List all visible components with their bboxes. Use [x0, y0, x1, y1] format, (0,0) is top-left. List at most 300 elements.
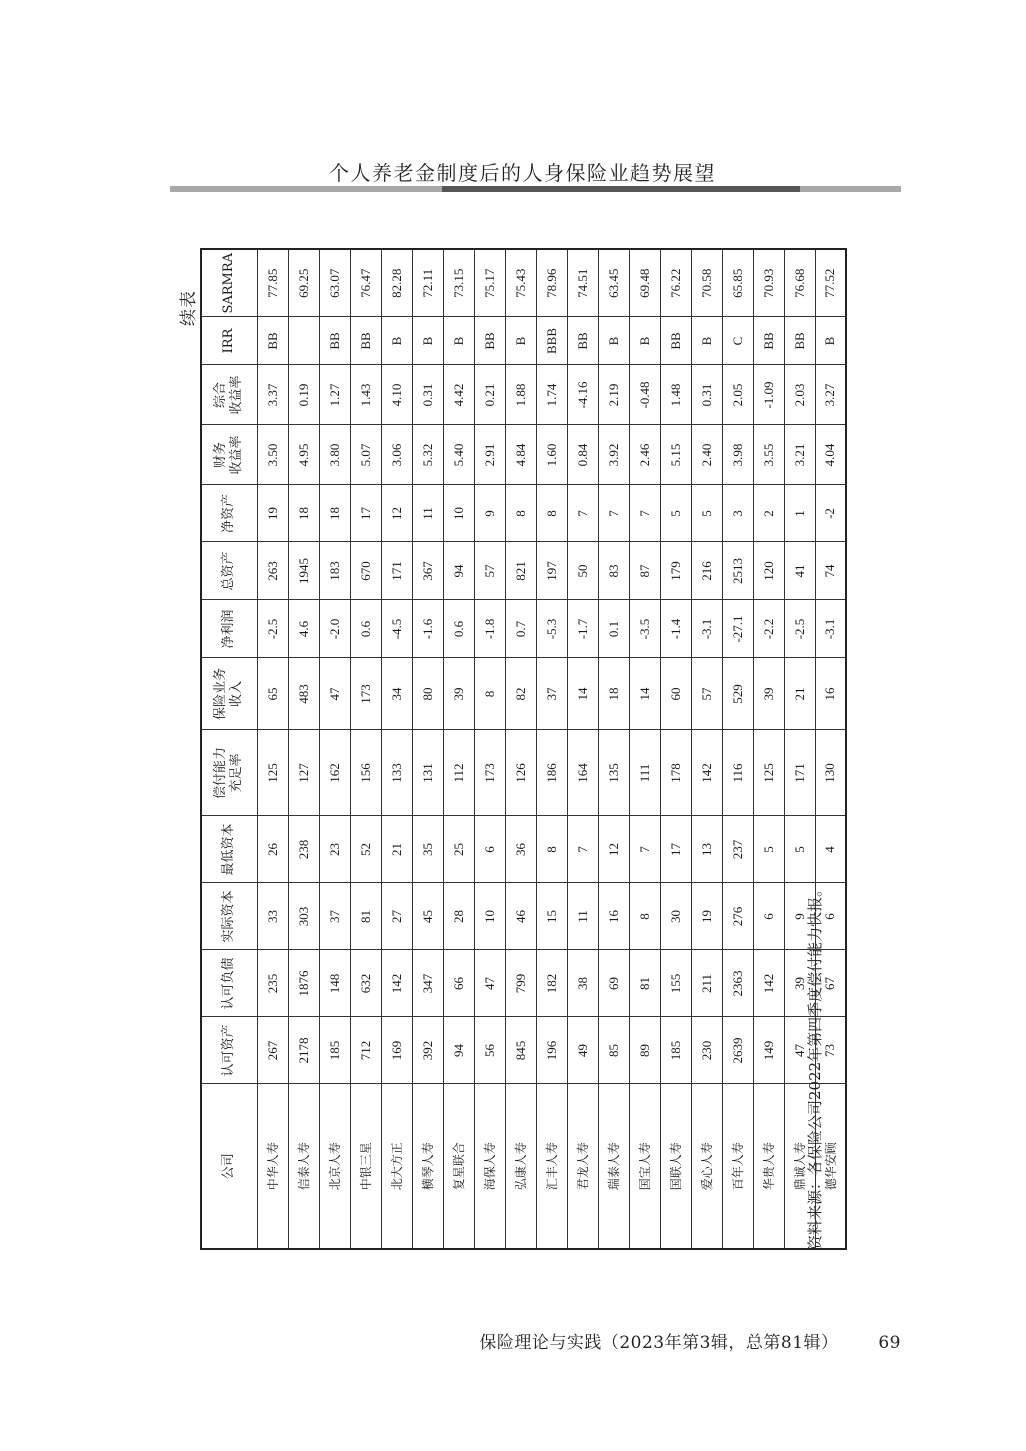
table-cell: 36	[505, 816, 536, 883]
table-cell: 35	[412, 816, 443, 883]
table-cell: 0.31	[412, 365, 443, 425]
table-body	[257, 249, 846, 1249]
table-cell: 19	[257, 485, 288, 542]
company-name-cell: 国联人寿	[660, 1084, 691, 1249]
table-cell: 3.50	[257, 425, 288, 485]
column-header: 最低资本	[201, 816, 257, 883]
table-cell: 263	[257, 542, 288, 600]
table-cell: 7	[567, 816, 598, 883]
table-cell: 47	[319, 658, 350, 730]
table-cell: 2.91	[474, 425, 505, 485]
table-cell: -1.8	[474, 600, 505, 658]
table-cell: 267	[257, 1017, 288, 1084]
table-cell: 367	[412, 542, 443, 600]
table-row	[629, 249, 660, 1249]
table-cell: 3.21	[784, 425, 815, 485]
table-cell: 67	[815, 950, 846, 1017]
column-header: 综合 收益率	[201, 365, 257, 425]
company-name-cell: 复星联合	[443, 1084, 474, 1249]
table-cell: 41	[784, 542, 815, 600]
company-name-cell: 中银三星	[350, 1084, 381, 1249]
table-cell: B	[381, 317, 412, 365]
table-cell: 11	[412, 485, 443, 542]
table-cell: 111	[629, 730, 660, 816]
table-cell: 63.07	[319, 249, 350, 317]
table-cell: 2.19	[598, 365, 629, 425]
table-cell: 28	[443, 883, 474, 950]
table-cell: 6	[474, 816, 505, 883]
table-cell: 4.6	[288, 600, 319, 658]
table-cell: 0.21	[474, 365, 505, 425]
table-cell: 81	[629, 950, 660, 1017]
table-cell: 1	[784, 485, 815, 542]
table-cell: 133	[381, 730, 412, 816]
table-cell: 66	[443, 950, 474, 1017]
table-cell: 276	[722, 883, 753, 950]
table-cell: 821	[505, 542, 536, 600]
table-cell: 69	[598, 950, 629, 1017]
header-rule-accent	[442, 186, 800, 192]
table-cell: 155	[660, 950, 691, 1017]
table-cell: 87	[629, 542, 660, 600]
table-row	[536, 249, 567, 1249]
table-cell: 1.43	[350, 365, 381, 425]
table-cell: -27.1	[722, 600, 753, 658]
table-row	[567, 249, 598, 1249]
table-cell: 16	[598, 883, 629, 950]
table-cell: 230	[691, 1017, 722, 1084]
table-cell: -4.5	[381, 600, 412, 658]
table-cell: 845	[505, 1017, 536, 1084]
table-cell: 72.11	[412, 249, 443, 317]
table-cell: 127	[288, 730, 319, 816]
table-cell: 196	[536, 1017, 567, 1084]
table-row	[691, 249, 722, 1249]
table-cell: 77.85	[257, 249, 288, 317]
table-cell: 173	[474, 730, 505, 816]
table-cell: 27	[381, 883, 412, 950]
table-cell: 18	[288, 485, 319, 542]
table-cell: 85	[598, 1017, 629, 1084]
source-note: 资料来源：各保险公司2022年第四季度偿付能力快报。	[806, 881, 824, 1250]
table-cell: -3.1	[815, 600, 846, 658]
table-cell: 76.22	[660, 249, 691, 317]
company-name-cell: 百年人寿	[722, 1084, 753, 1249]
table-cell: 73	[815, 1017, 846, 1084]
table-cell: 670	[350, 542, 381, 600]
table-cell: 185	[660, 1017, 691, 1084]
table-cell: -2.5	[257, 600, 288, 658]
company-name-cell: 北京人寿	[319, 1084, 350, 1249]
table-cell: 171	[381, 542, 412, 600]
table-cell: BB	[753, 317, 784, 365]
table-cell: 1945	[288, 542, 319, 600]
running-title: 个人养老金制度后的人身保险业趋势展望	[329, 161, 716, 185]
rotated-table-block	[170, 250, 844, 1250]
table-cell: 47	[474, 950, 505, 1017]
table-cell: 392	[412, 1017, 443, 1084]
table-cell: 52	[350, 816, 381, 883]
table-cell: 39	[784, 950, 815, 1017]
table-cell: 4.95	[288, 425, 319, 485]
table-row	[350, 249, 381, 1249]
table-cell: 156	[350, 730, 381, 816]
table-cell: 74.51	[567, 249, 598, 317]
table-cell: 142	[691, 730, 722, 816]
table-cell: 1.48	[660, 365, 691, 425]
table-cell: 2178	[288, 1017, 319, 1084]
table-cell: 182	[536, 950, 567, 1017]
table-cell: 77.52	[815, 249, 846, 317]
table-cell: 18	[319, 485, 350, 542]
table-cell: 37	[319, 883, 350, 950]
table-cell: 76.68	[784, 249, 815, 317]
table-cell: 211	[691, 950, 722, 1017]
table-cell: 5.15	[660, 425, 691, 485]
company-name-cell: 君龙人寿	[567, 1084, 598, 1249]
table-cell: 235	[257, 950, 288, 1017]
company-name-cell: 弘康人寿	[505, 1084, 536, 1249]
table-cell: 1.74	[536, 365, 567, 425]
column-header: 保险业务 收入	[201, 658, 257, 730]
table-cell: 2.40	[691, 425, 722, 485]
table-cell: 135	[598, 730, 629, 816]
column-header: 偿付能力 充足率	[201, 730, 257, 816]
table-cell: 125	[257, 730, 288, 816]
table-cell: 50	[567, 542, 598, 600]
table-cell: 6	[815, 883, 846, 950]
table-row	[381, 249, 412, 1249]
table-cell: 7	[629, 816, 660, 883]
table-cell: 1.60	[536, 425, 567, 485]
table-cell: -2	[815, 485, 846, 542]
table-cell: 69.48	[629, 249, 660, 317]
table-cell: 0.6	[443, 600, 474, 658]
table-cell: 57	[474, 542, 505, 600]
company-name-cell: 国宝人寿	[629, 1084, 660, 1249]
table-cell: BB	[784, 317, 815, 365]
table-cell: -3.1	[691, 600, 722, 658]
table-cell: 5.32	[412, 425, 443, 485]
company-name-cell: 德华安顾	[815, 1084, 846, 1249]
table-cell: 89	[629, 1017, 660, 1084]
table-cell: 0.6	[350, 600, 381, 658]
table-cell: B	[505, 317, 536, 365]
column-header: 净利润	[201, 600, 257, 658]
table-cell: 3.27	[815, 365, 846, 425]
table-cell: 483	[288, 658, 319, 730]
table-cell: 142	[381, 950, 412, 1017]
table-cell: 82	[505, 658, 536, 730]
table-cell: 9	[784, 883, 815, 950]
table-cell: 116	[722, 730, 753, 816]
company-name-cell: 信泰人寿	[288, 1084, 319, 1249]
table-cell: 46	[505, 883, 536, 950]
table-cell: 5	[753, 816, 784, 883]
table-cell: 57	[691, 658, 722, 730]
table-cell: 130	[815, 730, 846, 816]
table-cell: 74	[815, 542, 846, 600]
table-cell: 1876	[288, 950, 319, 1017]
column-header: 净资产	[201, 485, 257, 542]
table-cell: 70.93	[753, 249, 784, 317]
table-cell: 3.55	[753, 425, 784, 485]
table-cell: 2	[753, 485, 784, 542]
table-cell: 3.98	[722, 425, 753, 485]
table-cell: 9	[474, 485, 505, 542]
company-name-cell: 爱心人寿	[691, 1084, 722, 1249]
table-cell: B	[443, 317, 474, 365]
table-cell: 26	[257, 816, 288, 883]
table-cell: 10	[474, 883, 505, 950]
table-cell: 303	[288, 883, 319, 950]
table-cell: 82.28	[381, 249, 412, 317]
column-header: 实际资本	[201, 883, 257, 950]
table-cell: 30	[660, 883, 691, 950]
table-cell: 171	[784, 730, 815, 816]
table-cell: -1.6	[412, 600, 443, 658]
table-cell: 3	[722, 485, 753, 542]
table-cell: 75.43	[505, 249, 536, 317]
table-cell: 112	[443, 730, 474, 816]
column-header: 总资产	[201, 542, 257, 600]
company-name-cell: 海保人寿	[474, 1084, 505, 1249]
table-cell: 8	[474, 658, 505, 730]
table-cell: 45	[412, 883, 443, 950]
table-cell: B	[598, 317, 629, 365]
table-cell: 3.92	[598, 425, 629, 485]
table-cell: 2639	[722, 1017, 753, 1084]
table-cell: -3.5	[629, 600, 660, 658]
company-name-cell: 瑞泰人寿	[598, 1084, 629, 1249]
table-cell: 178	[660, 730, 691, 816]
table-row	[443, 249, 474, 1249]
table-cell: 17	[660, 816, 691, 883]
table-cell: 164	[567, 730, 598, 816]
table-cell: 3.37	[257, 365, 288, 425]
table-cell: 0.31	[691, 365, 722, 425]
table-cell: 94	[443, 1017, 474, 1084]
table-cell: 5.40	[443, 425, 474, 485]
table-cell: 5	[784, 816, 815, 883]
table-cell: 799	[505, 950, 536, 1017]
table-row	[753, 249, 784, 1249]
table-row	[722, 249, 753, 1249]
table-cell: 47	[784, 1017, 815, 1084]
table-cell: 8	[536, 485, 567, 542]
table-row	[257, 249, 288, 1249]
table-cell: 185	[319, 1017, 350, 1084]
table-cell: 632	[350, 950, 381, 1017]
table-cell: 4.42	[443, 365, 474, 425]
table-cell: 14	[629, 658, 660, 730]
table-cell: BBB	[536, 317, 567, 365]
table-row	[660, 249, 691, 1249]
table-cell: 10	[443, 485, 474, 542]
table-cell: 18	[598, 658, 629, 730]
table-cell: BB	[567, 317, 598, 365]
table-caption: 续表	[179, 290, 199, 326]
table-cell: 179	[660, 542, 691, 600]
table-cell: BB	[660, 317, 691, 365]
table-row	[412, 249, 443, 1249]
table-cell: 3.80	[319, 425, 350, 485]
table-cell: 148	[319, 950, 350, 1017]
table-cell: B	[815, 317, 846, 365]
table-cell: 237	[722, 816, 753, 883]
table-cell: 76.47	[350, 249, 381, 317]
table-cell: 162	[319, 730, 350, 816]
column-header: 认可负债	[201, 950, 257, 1017]
column-header: IRR	[201, 317, 257, 365]
company-name-cell: 中华人寿	[257, 1084, 288, 1249]
table-cell: 49	[567, 1017, 598, 1084]
table-cell: 21	[381, 816, 412, 883]
table-cell: 4.04	[815, 425, 846, 485]
table-cell: 142	[753, 950, 784, 1017]
table-cell: 5	[691, 485, 722, 542]
table-row	[598, 249, 629, 1249]
table-cell: -1.09	[753, 365, 784, 425]
table-cell: 126	[505, 730, 536, 816]
table-cell: 7	[567, 485, 598, 542]
table-cell: 65.85	[722, 249, 753, 317]
company-name-cell: 华贵人寿	[753, 1084, 784, 1249]
table-cell: 6	[753, 883, 784, 950]
table-cell: 2363	[722, 950, 753, 1017]
table-cell: BB	[474, 317, 505, 365]
table-cell: 7	[629, 485, 660, 542]
table-cell: 56	[474, 1017, 505, 1084]
table-cell: 2.46	[629, 425, 660, 485]
table-cell: 34	[381, 658, 412, 730]
table-cell: 529	[722, 658, 753, 730]
journal-title: 保险理论与实践（2023年第3辑，总第81辑）	[479, 1333, 839, 1353]
column-header: 公司	[201, 1084, 257, 1249]
table-cell: 347	[412, 950, 443, 1017]
table-cell: 125	[753, 730, 784, 816]
table-cell: 2.05	[722, 365, 753, 425]
table-cell: 14	[567, 658, 598, 730]
table-cell: 83	[598, 542, 629, 600]
table-cell: BB	[319, 317, 350, 365]
table-cell: 19	[691, 883, 722, 950]
table-cell: 21	[784, 658, 815, 730]
table-cell: -0.48	[629, 365, 660, 425]
table-cell: -2.2	[753, 600, 784, 658]
table-cell: 15	[536, 883, 567, 950]
column-header: 认可资产	[201, 1017, 257, 1084]
table-cell: 70.58	[691, 249, 722, 317]
table-cell: 65	[257, 658, 288, 730]
table-cell: 238	[288, 816, 319, 883]
table-cell: 216	[691, 542, 722, 600]
table-cell: 712	[350, 1017, 381, 1084]
table-row	[288, 249, 319, 1249]
table-cell: 0.84	[567, 425, 598, 485]
company-name-cell: 鼎诚人寿	[784, 1084, 815, 1249]
table-cell: 17	[350, 485, 381, 542]
table-cell: 33	[257, 883, 288, 950]
table-cell: 149	[753, 1017, 784, 1084]
table-cell: 5.07	[350, 425, 381, 485]
table-cell: 23	[319, 816, 350, 883]
column-header: 财务 收益率	[201, 425, 257, 485]
company-name-cell: 横琴人寿	[412, 1084, 443, 1249]
column-header: SARMRA	[201, 249, 257, 317]
journal-footer	[479, 1328, 901, 1353]
table-cell: 80	[412, 658, 443, 730]
company-name-cell: 汇丰人寿	[536, 1084, 567, 1249]
table-cell: 186	[536, 730, 567, 816]
table-cell: -5.3	[536, 600, 567, 658]
table-cell: 7	[598, 485, 629, 542]
table-cell: 60	[660, 658, 691, 730]
table-cell: 8	[505, 485, 536, 542]
table-cell: B	[412, 317, 443, 365]
table-cell: 63.45	[598, 249, 629, 317]
table-cell: 16	[815, 658, 846, 730]
table-row	[319, 249, 350, 1249]
table-cell: 81	[350, 883, 381, 950]
table-cell: 131	[412, 730, 443, 816]
table-row	[474, 249, 505, 1249]
table-cell: 73.15	[443, 249, 474, 317]
data-table	[200, 248, 847, 1250]
page-number: 69	[878, 1333, 901, 1353]
table-cell: -4.16	[567, 365, 598, 425]
table-cell: 0.7	[505, 600, 536, 658]
table-cell: 38	[567, 950, 598, 1017]
table-cell: 183	[319, 542, 350, 600]
table-cell: B	[629, 317, 660, 365]
table-cell: -1.4	[660, 600, 691, 658]
table-cell: 94	[443, 542, 474, 600]
table-cell: -2.5	[784, 600, 815, 658]
table-cell: 39	[443, 658, 474, 730]
table-row	[505, 249, 536, 1249]
table-cell: 197	[536, 542, 567, 600]
table-cell: 120	[753, 542, 784, 600]
table-cell: -2.0	[319, 600, 350, 658]
table-cell: 2513	[722, 542, 753, 600]
table-cell: 25	[443, 816, 474, 883]
table-cell	[288, 317, 319, 365]
table-cell: 5	[660, 485, 691, 542]
table-cell: 2.03	[784, 365, 815, 425]
table-cell: 8	[629, 883, 660, 950]
table-cell: 1.88	[505, 365, 536, 425]
table-cell: 1.27	[319, 365, 350, 425]
table-cell: 4.10	[381, 365, 412, 425]
company-name-cell: 北大方正	[381, 1084, 412, 1249]
table-cell: BB	[257, 317, 288, 365]
table-cell: 37	[536, 658, 567, 730]
table-cell: 11	[567, 883, 598, 950]
table-cell: 12	[381, 485, 412, 542]
table-cell: 78.96	[536, 249, 567, 317]
table-cell: 69.25	[288, 249, 319, 317]
table-cell: 39	[753, 658, 784, 730]
table-cell: -1.7	[567, 600, 598, 658]
table-cell: 13	[691, 816, 722, 883]
table-cell: 0.1	[598, 600, 629, 658]
table-cell: 173	[350, 658, 381, 730]
table-cell: 169	[381, 1017, 412, 1084]
table-cell: 75.17	[474, 249, 505, 317]
table-cell: 0.19	[288, 365, 319, 425]
table-cell: C	[722, 317, 753, 365]
